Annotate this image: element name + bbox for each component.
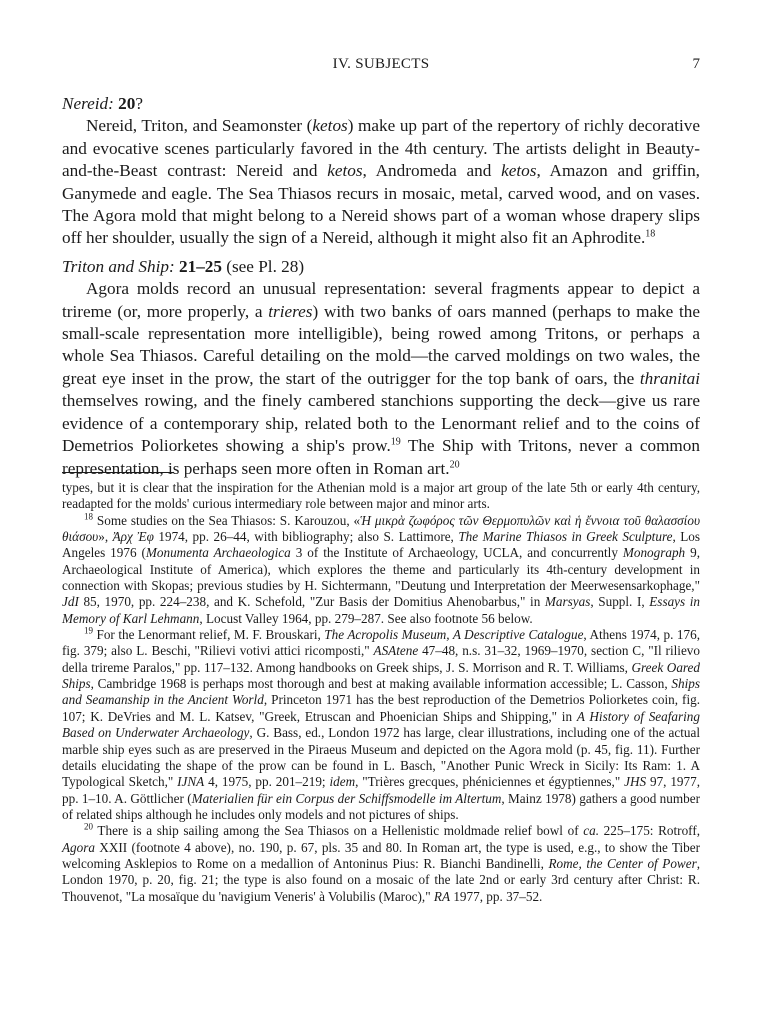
text-run: For the Lenormant relief, M. F. Brouskari, [93, 627, 325, 643]
footnote-19 [62, 627, 700, 823]
italic-title: Essays in Memory of Karl Lehmann [62, 594, 701, 626]
text-run: 225–175: Rotroff, [599, 823, 701, 839]
italic-term: thranitai [639, 368, 700, 388]
main-text [62, 93, 700, 480]
section-paragraph [62, 115, 700, 249]
footnote-20 [62, 823, 700, 905]
footnote-ref: 19 [390, 436, 401, 448]
footnote-number: 18 [84, 511, 93, 522]
heading-catalogue-number: 20 [118, 94, 136, 113]
italic-title: A History of Seafaring Based on Underwater Archaeology [62, 708, 700, 741]
text-run: , "Trières grecques, phéniciennes et égyptiennes," [355, 774, 625, 790]
text-run: 97, 1977, pp. 1–10. A. Göttlicher ( [62, 774, 701, 806]
text-run: , Cambridge 1968 is perhaps most thorough and best at making available information accessible; L. Casson, [90, 676, 672, 692]
italic-title: ASAtene [373, 643, 419, 659]
running-head [62, 56, 700, 78]
footnote-ref: 18 [645, 228, 656, 240]
italic-title: Monumenta Archaeologica [145, 545, 291, 561]
italic-title: JHS [624, 774, 647, 790]
footnote-18 [62, 513, 700, 627]
section-nereid [62, 93, 700, 250]
footnote-number: 19 [84, 625, 93, 636]
heading-catalogue-number: 21–25 [179, 256, 222, 276]
italic-title: Ἡ μικρὰ ζωφόρος τῶν Θερμοπυλῶν καὶ ἡ ἔννοια τοῦ θαλασσίου θιάσου [62, 512, 700, 545]
text-run: 85, 1970, pp. 224–238, and K. Schefold, "Zur Basis der Domitius Ahenobarbus," in [78, 594, 545, 610]
text-run: XXII (footnote 4 above), no. 190, p. 67, pls. 35 and 80. In Roman art, the type is used, e.g., to show the Tiber welcoming Asklepios to Rome on a medallion of Antoninus Pius: R. Bianchi Bandinelli, [62, 839, 700, 871]
italic-term: ketos [327, 161, 363, 181]
text-run: , G. Bass, ed., London 1972 has large, clear illustrations, including one of the actual marble ship eyes such as are preserved in the Piraeus Museum and depicted on the Agora mold (p. 45, fig. 11). Further details elucidating the shape of the prow can be found in L. Basch, "Another Punic Wreck in Sicily: Its Ram: 1. A Typological Sketch," [62, 725, 700, 790]
text-run: 3 of the Institute of Archaeology, UCLA, and concurrently [290, 545, 623, 561]
heading-suffix: (see Pl. 28) [221, 256, 305, 276]
text-run: 1977, pp. 37–52. [450, 888, 543, 904]
italic-title: Monograph [622, 545, 686, 561]
text-run: 4, 1975, pp. 201–219; [204, 774, 330, 790]
italic-term: ketos [312, 116, 348, 136]
italic-title: JdI [62, 594, 79, 610]
italic-title: ca. [583, 823, 599, 839]
text-run: , Los Angeles 1976 ( [62, 529, 701, 561]
text-run: ) make up part of the repertory of richly decorative and evocative scenes particularly favored in the 4th century. The artists delight in Beauty-and-the-Beast contrast: Nereid and [62, 116, 700, 181]
section-paragraph [62, 278, 700, 480]
italic-title: Rome, the Center of Power [548, 855, 697, 871]
section-heading [62, 256, 700, 278]
italic-title: Ἀρχ Ἐφ [112, 529, 154, 545]
text-run: , Locust Valley 1964, pp. 279–287. See also footnote 56 below. [199, 610, 533, 626]
text-run: ) with two banks of oars manned (perhaps to make the small-scale representation more intelligible), being rowed among Tritons, or perhaps a whole Sea Thiasos. Careful detailing on the mold—the carved moldings on two wales, the great eye inset in the prow, the start of the outrigger for the top bank of oars, the [62, 301, 701, 388]
italic-title: Greek Oared Ships [62, 659, 701, 692]
footnote-continuation: types, but it is clear that the inspiration for the Athenian mold is a major art group of the late 5th or early 4th century, readapted for the molds' curious intermediary role between major and minor arts. [62, 480, 700, 512]
text-run: Agora molds record an unusual representation: several fragments appear to depict a trireme (or, more properly, a [62, 279, 700, 321]
footnote-number: 20 [84, 821, 93, 832]
heading-label: Triton and Ship: [62, 256, 175, 276]
text-run: There is a ship sailing among the Sea Thiasos on a Hellenistic moldmade relief bowl of [93, 823, 584, 839]
text-run: , Princeton 1971 has the best reproduction of the Demetrios Poliorketes coin, fig. 107; K. DeVries and M. L. Katsev, "Greek, Etruscan and Phoenician Ships and Shipping," in [62, 692, 700, 724]
heading-suffix: ? [135, 94, 143, 113]
text-run: The Ship with Tritons, never a common representation, is perhaps seen more often in Roman art. [62, 436, 700, 478]
text-run: 47–48, n.s. 31–32, 1969–1970, section C, "Il rilievo della trireme Paralos," pp. 117–132. Among handbooks on Greek ships, J. S. Morrison and R. T. Williams, [62, 643, 700, 675]
text-run: 9, Archaeological Institute of America), which explores the theme and particularly its 4th-century development in connection with Skopas; previous studies by H. Sichtermann, "Deutung und Interpretation der Meerwesensarkophage," [62, 545, 700, 594]
italic-title: The Acropolis Museum, A Descriptive Catalogue [324, 627, 584, 643]
page-number: 7 [692, 56, 700, 72]
footnotes [62, 480, 700, 905]
text-run: , Amazon and griffin, Ganymede and eagle. The Sea Thiasos recurs in mosaic, metal, carved wood, and on vases. The Agora mold that might belong to a Nereid shows part of a woman whose drapery slips off her shoulder, usually the sign of a Nereid, although it might also fit an Aphrodite. [62, 161, 700, 248]
italic-term: trieres [268, 301, 313, 321]
italic-term: ketos [501, 161, 537, 181]
italic-title: Ships and Seamanship in the Ancient World [62, 676, 700, 708]
text-run: , Mainz 1978) gathers a good number of related ships although he includes only models and not pictures of ships. [62, 790, 700, 822]
text-run: 1974, pp. 26–44, with bibliography; also S. Lattimore, [153, 529, 459, 545]
italic-title: RA [433, 888, 451, 904]
footnote-rule [62, 472, 174, 473]
italic-title: Agora [62, 839, 95, 855]
italic-title: Materialien für ein Corpus der Schiffsmodelle im Altertum [191, 790, 502, 806]
italic-title: Marsyas [544, 594, 591, 610]
text-run: Some studies on the Sea Thiasos: S. Karouzou, « [93, 512, 361, 528]
text-run: themselves rowing, and the finely cambered stanchions supporting the deck—give us rare evidence of a contemporary ship, related both to the Lenormant relief and to the coins of Demetrios Poliorketes showing a ship's prow. [62, 391, 700, 456]
running-title: IV. SUBJECTS [332, 56, 430, 72]
text-run: , Andromeda and [362, 161, 502, 181]
section-triton-and-ship [62, 256, 700, 480]
text-run: Nereid, Triton, and Seamonster ( [86, 116, 313, 136]
text-run: », [98, 529, 113, 545]
italic-title: IJNA [177, 774, 205, 790]
text-run: , London 1970, p. 20, fig. 21; the type is also found on a mosaic of the late 2nd or early 3rd century after Christ: R. Thouvenot, "La mosaïque du 'navigium Veneris' à Volubilis (Maroc)," [62, 855, 701, 904]
text-run: , Suppl. I, [590, 594, 650, 610]
section-heading [62, 93, 700, 115]
footnote-ref: 20 [449, 458, 460, 470]
heading-label: Nereid: [62, 94, 114, 113]
italic-title: The Marine Thiasos in Greek Sculpture [458, 529, 673, 545]
italic-title: idem [329, 774, 356, 790]
text-run: , Athens 1974, p. 176, fig. 379; also L. Beschi, "Rilievi votivi attici ricomposti," [62, 627, 700, 659]
